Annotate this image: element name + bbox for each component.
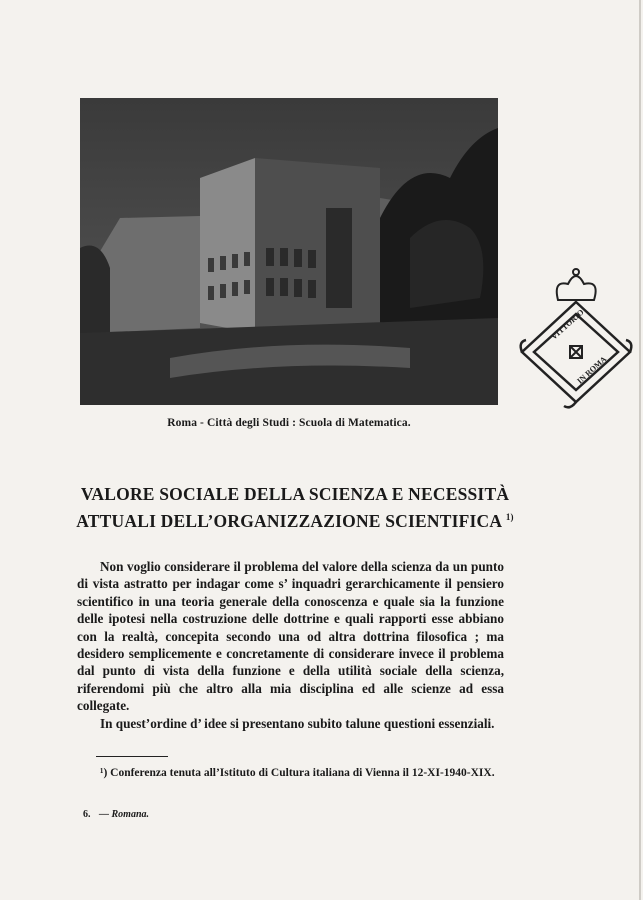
stamp-text-bottom: IN ROMA [575, 354, 609, 386]
photo-caption: Roma - Città degli Studi : Scuola di Matematica. [167, 417, 411, 429]
footnote-separator [96, 756, 168, 757]
running-title: — Romana. [99, 809, 150, 820]
footnote: ¹) Conferenza tenuta all’Istituto di Cultura italiana di Vienna il 12-XI-1940-XIX. [100, 767, 495, 779]
page-footer [83, 809, 149, 820]
paragraph: Non voglio considerare il problema del valore della scienza da un punto di vista astratto per indagar come s’ inquadri gerarchicamente il pensiero scientifico in una teoria generale della conoscenza e quale sia la funzione delle ipotesi nella costruzione delle dottrine e quali rapporti esse abbiano con la realtà, concepita secondo una od altra dottrina filosofica ; ma desidero semplicemente e concretamente di considerare invece il problema dal punto di vista della funzione e della utilità sociale della scienza, riferendomi più che altro alla mia disciplina ed alle scienze ad essa collegate. [77, 559, 504, 714]
title-footnote-mark: 1) [505, 512, 514, 522]
library-stamp [518, 262, 634, 412]
stamp-text-top: VITTORIO [549, 307, 586, 342]
title-line-1: VALORE SOCIALE DELLA SCIENZA E NECESSITÀ [80, 484, 510, 504]
building-photograph [80, 98, 498, 405]
paragraph: In quest’ordine d’ idee si presentano subito talune questioni essenziali. [100, 715, 495, 731]
page-edge [639, 0, 641, 900]
page-number: 6. [83, 809, 91, 820]
article-title [60, 483, 530, 533]
article-body [77, 558, 504, 732]
title-line-2: ATTUALI DELL’ORGANIZZAZIONE SCIENTIFICA [76, 510, 502, 531]
